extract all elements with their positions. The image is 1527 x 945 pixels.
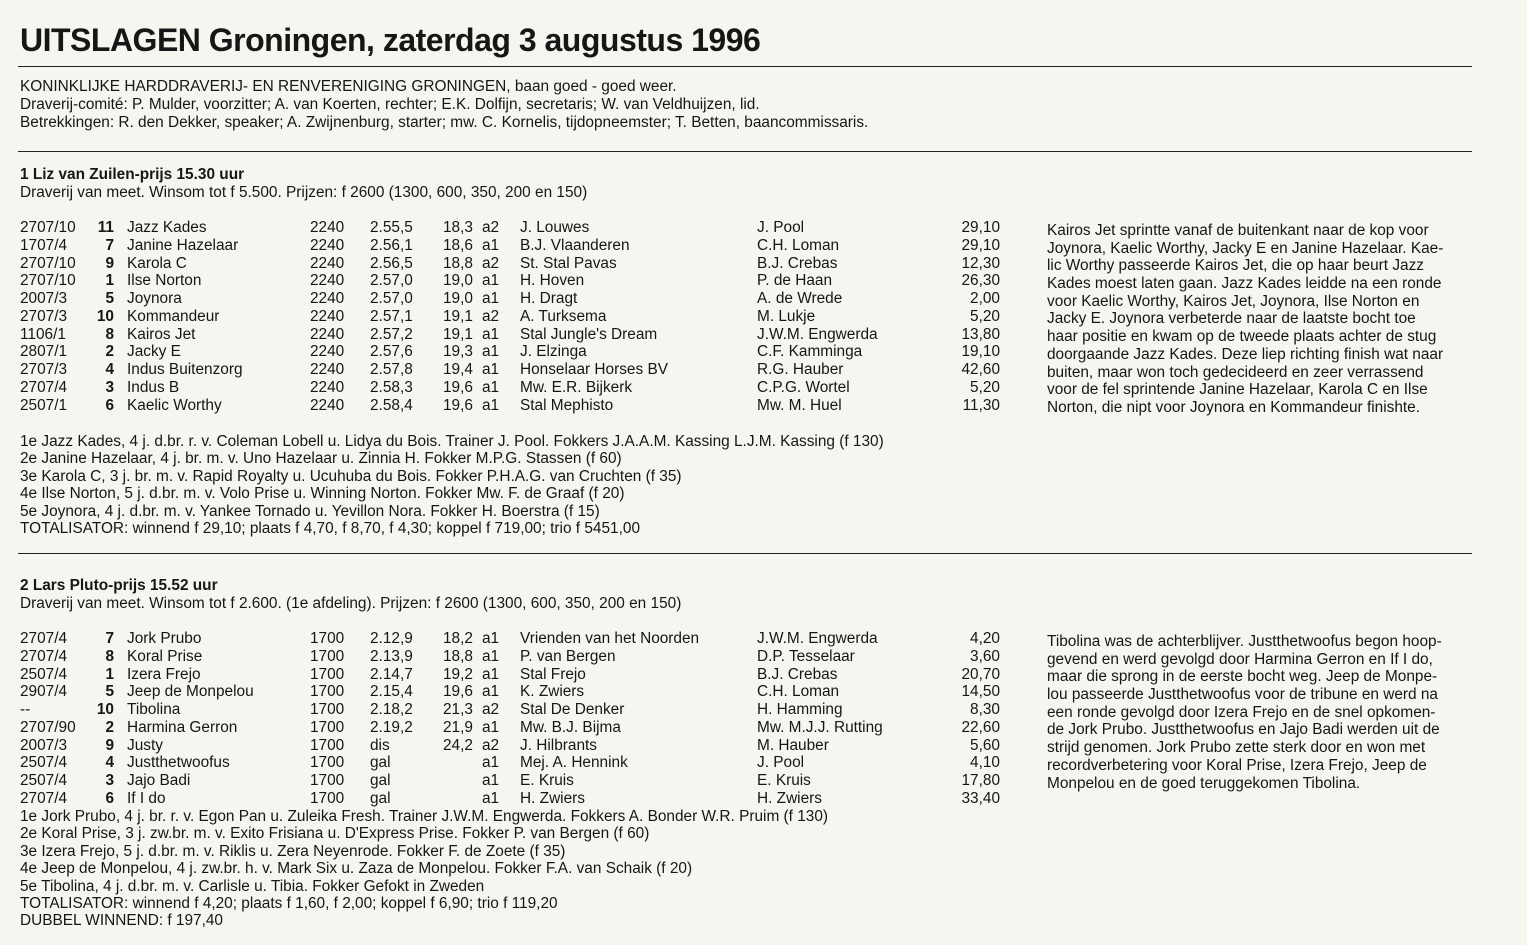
report-line: Kades moest laten gaan. Jazz Kades leidde na een ronde xyxy=(1047,275,1442,293)
start-number: 9 xyxy=(105,254,114,272)
table-row xyxy=(0,237,1010,255)
report-line: Kairos Jet sprintte vanaf de buitenkant naar de kop voor xyxy=(1047,222,1429,239)
start-date: 1106/1 xyxy=(20,325,66,343)
table-row xyxy=(0,790,1010,808)
class: a2 xyxy=(482,307,500,325)
table-row xyxy=(0,219,1010,237)
horse-name: Kaelic Worthy xyxy=(127,396,222,414)
race-details xyxy=(20,808,828,930)
race-details xyxy=(20,433,884,537)
race-report xyxy=(1047,222,1477,417)
horse-name: Koral Prise xyxy=(127,647,203,665)
report-line: lou passeerde Justthetwoofus voor de tribune en werd na xyxy=(1047,686,1438,704)
driver: C.F. Kamminga xyxy=(757,343,863,361)
driver: J. Pool xyxy=(757,754,805,772)
odds: 20,70 xyxy=(961,665,1000,683)
report-line: strijd genomen. Jork Prubo zette sterk door en won met xyxy=(1047,739,1426,757)
race-time: 2.13,9 xyxy=(370,647,413,665)
owner: Stal Jungle's Dream xyxy=(520,325,658,343)
report-line: Jacky E. Joynora verbeterde naar de laatste bocht toe xyxy=(1047,310,1416,328)
race-conditions: Draverij van meet. Winsom tot f 2.600. (1e afdeling). Prijzen: f 2600 (1300, 600, 350, 200 en 150) xyxy=(20,595,682,612)
class: a1 xyxy=(482,683,500,701)
start-number: 11 xyxy=(97,219,114,236)
report-line: gevend en werd gevolgd door Harmina Gerron en If I do, xyxy=(1047,650,1433,668)
class: a1 xyxy=(482,647,500,665)
odds: 29,10 xyxy=(961,236,1000,254)
km-time: 24,2 xyxy=(443,736,473,754)
race-time: 2.55,5 xyxy=(370,219,413,236)
race-time: 2.58,4 xyxy=(370,396,413,414)
officials-line: Betrekkingen: R. den Dekker, speaker; A. Zwijnenburg, starter; mw. C. Kornelis, tijdopneemster; T. Betten, baancommissaris. xyxy=(20,114,869,131)
odds: 5,20 xyxy=(970,307,1000,325)
report-line: haar positie en kwam op de tweede plaats achter de stug xyxy=(1047,328,1437,346)
start-date: 2707/4 xyxy=(20,647,68,665)
km-time: 18,8 xyxy=(443,647,473,665)
start-number: 9 xyxy=(105,736,114,754)
km-time: 21,9 xyxy=(443,718,473,736)
start-date: 2707/90 xyxy=(20,718,76,736)
horse-name: Justthetwoofus xyxy=(127,754,230,772)
horse-name: Kairos Jet xyxy=(127,325,196,343)
table-row xyxy=(0,754,1010,772)
race-time: 2.57,1 xyxy=(370,307,413,325)
odds: 19,10 xyxy=(961,343,1000,361)
report-line: een ronde gevolgd door Izera Frejo en de snel opkomen- xyxy=(1047,703,1436,721)
distance: 1700 xyxy=(310,683,345,701)
start-number: 1 xyxy=(105,272,114,290)
owner: A. Turksema xyxy=(520,307,607,325)
horse-name: Janine Hazelaar xyxy=(127,236,239,254)
committee-line: Draverij-comité: P. Mulder, voorzitter; A. van Koerten, rechter; E.K. Dolfijn, secretaris; W. van Veldhuijzen, lid. xyxy=(20,96,760,113)
horse-name: Jajo Badi xyxy=(127,772,191,789)
owner: H. Dragt xyxy=(520,290,578,307)
race-time: 2.57,8 xyxy=(370,361,413,378)
start-number: 3 xyxy=(105,378,114,396)
driver: E. Kruis xyxy=(757,772,811,789)
section-rule xyxy=(18,553,1472,554)
start-number: 2 xyxy=(105,343,114,361)
race-time: dis xyxy=(370,736,390,754)
driver: Mw. M. Huel xyxy=(757,396,842,414)
km-time: 18,8 xyxy=(443,254,473,272)
detail-line: TOTALISATOR: winnend f 29,10; plaats f 4,70, f 8,70, f 4,30; koppel f 719,00; trio f 5451,00 xyxy=(20,519,640,537)
km-time: 19,1 xyxy=(443,325,473,343)
driver: M. Hauber xyxy=(757,736,829,754)
race-title: 2 Lars Pluto-prijs 15.52 uur xyxy=(20,577,218,594)
race-time: 2.19,2 xyxy=(370,718,413,736)
table-row xyxy=(0,379,1010,397)
start-date: 2707/4 xyxy=(20,789,68,807)
race-time: 2.56,1 xyxy=(370,236,413,254)
horse-name: Izera Frejo xyxy=(127,665,201,683)
distance: 1700 xyxy=(310,772,345,789)
start-date: 2507/1 xyxy=(20,396,68,414)
distance: 1700 xyxy=(310,701,345,718)
distance: 2240 xyxy=(310,396,345,414)
distance: 2240 xyxy=(310,325,345,343)
start-number: 8 xyxy=(105,647,114,665)
detail-line: 3e Karola C, 3 j. br. m. v. Rapid Royalty u. Ucuhuba du Bois. Fokker P.H.A.G. van Cruchten (f 35) xyxy=(20,467,682,485)
class: a1 xyxy=(482,718,500,736)
km-time: 18,2 xyxy=(443,630,473,647)
driver: C.P.G. Wortel xyxy=(757,378,850,396)
owner: J. Hilbrants xyxy=(520,736,597,754)
race-time: 2.58,3 xyxy=(370,378,413,396)
start-number: 3 xyxy=(105,772,114,789)
odds: 3,60 xyxy=(970,647,1000,665)
start-date: 2707/3 xyxy=(20,361,68,378)
km-time: 19,6 xyxy=(443,378,473,396)
start-date: 2707/3 xyxy=(20,307,68,325)
class: a1 xyxy=(482,772,500,789)
report-line: voor de fel sprintende Janine Hazelaar, Karola C en Ilse xyxy=(1047,381,1428,399)
class: a2 xyxy=(482,219,500,236)
class: a2 xyxy=(482,254,500,272)
start-date: -- xyxy=(20,701,31,718)
race-time: 2.15,4 xyxy=(370,683,413,701)
start-number: 6 xyxy=(105,789,114,807)
horse-name: Jazz Kades xyxy=(127,219,207,236)
horse-name: Indus Buitenzorg xyxy=(127,361,243,378)
organizer-line: KONINKLIJKE HARDDRAVERIJ- EN RENVERENIGING GRONINGEN, baan goed - goed weer. xyxy=(20,78,677,95)
horse-name: If I do xyxy=(127,789,166,807)
report-line: voor Kaelic Worthy, Kairos Jet, Joynora, Ilse Norton en xyxy=(1047,292,1420,310)
horse-name: Indus B xyxy=(127,378,180,396)
report-line: buiten, maar won toch gedecideerd en zeer verrassend xyxy=(1047,363,1424,381)
start-date: 2007/3 xyxy=(20,736,68,754)
owner: Stal De Denker xyxy=(520,701,625,718)
driver: R.G. Hauber xyxy=(757,361,844,378)
table-row xyxy=(0,343,1010,361)
distance: 2240 xyxy=(310,219,345,236)
start-date: 2507/4 xyxy=(20,665,68,683)
owner: Honselaar Horses BV xyxy=(520,361,668,378)
start-number: 5 xyxy=(105,290,114,307)
driver: A. de Wrede xyxy=(757,290,843,307)
race-time: 2.57,0 xyxy=(370,272,413,290)
table-row xyxy=(0,290,1010,308)
class: a1 xyxy=(482,290,500,307)
km-time: 19,6 xyxy=(443,396,473,414)
start-date: 2707/4 xyxy=(20,378,68,396)
driver: H. Hamming xyxy=(757,701,843,718)
km-time: 21,3 xyxy=(443,701,473,718)
class: a2 xyxy=(482,701,500,718)
horse-name: Justy xyxy=(127,736,163,754)
owner: Vrienden van het Noorden xyxy=(520,630,700,647)
owner: H. Hoven xyxy=(520,272,585,290)
odds: 11,30 xyxy=(962,396,1000,414)
driver: H. Zwiers xyxy=(757,789,822,807)
owner: Mej. A. Hennink xyxy=(520,754,628,772)
race-title: 1 Liz van Zuilen-prijs 15.30 uur xyxy=(20,166,245,183)
class: a1 xyxy=(482,343,500,361)
driver: J.W.M. Engwerda xyxy=(757,325,878,343)
table-row xyxy=(0,772,1010,790)
report-line: Monpelou en de goed teruggekomen Tibolina. xyxy=(1047,774,1361,792)
km-time: 18,6 xyxy=(443,236,473,254)
start-number: 2 xyxy=(105,718,114,736)
odds: 8,30 xyxy=(970,701,1000,718)
owner: K. Zwiers xyxy=(520,683,585,701)
detail-line: 2e Janine Hazelaar, 4 j. br. m. v. Uno Hazelaar u. Zinnia H. Fokker M.P.G. Stassen (f 60) xyxy=(20,450,622,468)
start-date: 2007/3 xyxy=(20,290,68,307)
distance: 2240 xyxy=(310,290,345,307)
title-rule xyxy=(18,66,1472,67)
table-row xyxy=(0,326,1010,344)
distance: 1700 xyxy=(310,665,345,683)
start-date: 2707/10 xyxy=(20,272,76,290)
start-number: 7 xyxy=(105,236,114,254)
start-date: 2707/10 xyxy=(20,219,76,236)
report-line: doorgaande Jazz Kades. Deze liep richting finish wat naar xyxy=(1047,345,1444,363)
start-date: 2707/10 xyxy=(20,254,76,272)
odds: 17,80 xyxy=(961,772,1000,789)
km-time: 19,0 xyxy=(443,272,473,290)
distance: 2240 xyxy=(310,307,345,325)
table-row xyxy=(0,272,1010,290)
table-row xyxy=(0,683,1010,701)
horse-name: Kommandeur xyxy=(127,307,220,325)
class: a1 xyxy=(482,665,500,683)
distance: 1700 xyxy=(310,789,345,807)
owner: P. van Bergen xyxy=(520,647,616,665)
driver: J. Pool xyxy=(757,219,805,236)
distance: 2240 xyxy=(310,378,345,396)
start-date: 2907/4 xyxy=(20,683,68,701)
detail-line: DUBBEL WINNEND: f 197,40 xyxy=(20,912,223,930)
race-time: gal xyxy=(370,789,391,807)
report-line: lic Worthy passeerde Kairos Jet, die op haar beurt Jazz xyxy=(1047,257,1424,275)
driver: C.H. Loman xyxy=(757,683,840,701)
driver: B.J. Crebas xyxy=(757,254,838,272)
horse-name: Jeep de Monpelou xyxy=(127,683,254,701)
race-time: 2.12,9 xyxy=(370,630,413,647)
report-line: Tibolina was de achterblijver. Justthetwoofus begon hoop- xyxy=(1047,633,1442,650)
race-time: 2.57,0 xyxy=(370,290,413,307)
start-number: 10 xyxy=(96,701,114,718)
table-row xyxy=(0,630,1010,648)
start-number: 4 xyxy=(105,361,114,378)
distance: 1700 xyxy=(310,630,345,647)
detail-line: 4e Jeep de Monpelou, 4 j. zw.br. h. v. Mark Six u. Zaza de Monpelou. Fokker F.A. van Schaik (f 20) xyxy=(20,860,693,878)
distance: 2240 xyxy=(310,236,345,254)
race-conditions: Draverij van meet. Winsom tot f 5.500. Prijzen: f 2600 (1300, 600, 350, 200 en 150) xyxy=(20,184,588,201)
start-date: 1707/4 xyxy=(20,236,68,254)
race-time: gal xyxy=(370,772,391,789)
detail-line: 5e Joynora, 4 j. d.br. m. v. Yankee Tornado u. Yevillon Nora. Fokker H. Boerstra (f 15) xyxy=(20,502,600,520)
owner: B.J. Vlaanderen xyxy=(520,236,630,254)
race-report xyxy=(1047,633,1477,792)
odds: 12,30 xyxy=(961,254,1000,272)
report-line: Norton, die nipt voor Joynora en Kommandeur finishte. xyxy=(1047,398,1420,416)
driver: M. Lukje xyxy=(757,307,816,325)
km-time: 19,2 xyxy=(443,665,473,683)
owner: H. Zwiers xyxy=(520,789,585,807)
horse-name: Joynora xyxy=(127,290,182,307)
start-number: 1 xyxy=(105,665,114,683)
race-time: 2.14,7 xyxy=(370,665,413,683)
km-time: 19,6 xyxy=(443,683,473,701)
horse-name: Jacky E xyxy=(127,343,181,361)
distance: 1700 xyxy=(310,647,345,665)
horse-name: Tibolina xyxy=(127,701,181,718)
distance: 2240 xyxy=(310,272,345,290)
race-time: 2.57,2 xyxy=(370,325,413,343)
class: a1 xyxy=(482,325,500,343)
owner: Stal Mephisto xyxy=(520,396,614,414)
class: a1 xyxy=(482,272,500,290)
driver: J.W.M. Engwerda xyxy=(757,630,878,647)
table-row xyxy=(0,361,1010,379)
horse-name: Jork Prubo xyxy=(127,630,202,647)
detail-line: 1e Jork Prubo, 4 j. br. r. v. Egon Pan u. Zuleika Fresh. Trainer J.W.M. Engwerda. Fokkers A. Bonder W.R. Pruim (f 130) xyxy=(20,808,829,825)
distance: 2240 xyxy=(310,254,345,272)
odds: 42,60 xyxy=(961,361,1000,378)
distance: 1700 xyxy=(310,718,345,736)
driver: D.P. Tesselaar xyxy=(757,647,855,665)
race-time: 2.57,6 xyxy=(370,343,413,361)
detail-line: 1e Jazz Kades, 4 j. d.br. r. v. Coleman Lobell u. Lidya du Bois. Trainer J. Pool. Fokkers J.A.A.M. Kassing L.J.M. Kassing (f 130) xyxy=(20,433,884,450)
report-line: Joynora, Kaelic Worthy, Jacky E en Janine Hazelaar. Kae- xyxy=(1047,239,1444,257)
odds: 4,20 xyxy=(970,630,1000,647)
detail-line: 2e Koral Prise, 3 j. zw.br. m. v. Exito Frisiana u. D'Express Prise. Fokker P. van Bergen (f 60) xyxy=(20,825,650,843)
km-time: 19,3 xyxy=(443,343,473,361)
race-time: 2.56,5 xyxy=(370,254,413,272)
table-row xyxy=(0,308,1010,326)
odds: 13,80 xyxy=(961,325,1000,343)
start-number: 5 xyxy=(105,683,114,701)
odds: 29,10 xyxy=(961,219,1000,236)
odds: 4,10 xyxy=(970,754,1000,772)
report-line: maar die sprong in de eerste bocht weg. Jeep de Monpe- xyxy=(1047,668,1438,686)
table-row xyxy=(0,648,1010,666)
table-row xyxy=(0,719,1010,737)
owner: J. Elzinga xyxy=(520,343,587,361)
table-row xyxy=(0,255,1010,273)
detail-line: 5e Tibolina, 4 j. d.br. m. v. Carlisle u. Tibia. Fokker Gefokt in Zweden xyxy=(20,877,485,895)
km-time: 19,4 xyxy=(443,361,473,378)
table-row xyxy=(0,737,1010,755)
distance: 1700 xyxy=(310,736,345,754)
distance: 1700 xyxy=(310,754,345,772)
start-number: 6 xyxy=(105,396,114,414)
report-line: recordverbetering voor Koral Prise, Izera Frejo, Jeep de xyxy=(1047,756,1427,774)
odds: 33,40 xyxy=(961,789,1000,807)
odds: 5,20 xyxy=(970,378,1000,396)
start-date: 2507/4 xyxy=(20,772,68,789)
distance: 2240 xyxy=(310,343,345,361)
class: a1 xyxy=(482,630,500,647)
odds: 22,60 xyxy=(961,718,1000,736)
detail-line: TOTALISATOR: winnend f 4,20; plaats f 1,60, f 2,00; koppel f 6,90; trio f 119,20 xyxy=(20,894,558,912)
start-number: 8 xyxy=(105,325,114,343)
class: a1 xyxy=(482,361,500,378)
odds: 2,00 xyxy=(970,290,1000,307)
owner: Mw. E.R. Bijkerk xyxy=(520,378,633,396)
owner: J. Louwes xyxy=(520,219,590,236)
class: a1 xyxy=(482,378,500,396)
odds: 14,50 xyxy=(961,683,1000,701)
class: a1 xyxy=(482,754,500,772)
odds: 5,60 xyxy=(970,736,1000,754)
owner: Mw. B.J. Bijma xyxy=(520,718,621,736)
driver: Mw. M.J.J. Rutting xyxy=(757,718,883,736)
section-rule xyxy=(18,151,1472,152)
km-time: 19,1 xyxy=(443,307,473,325)
class: a1 xyxy=(482,396,500,414)
class: a2 xyxy=(482,736,500,754)
driver: C.H. Loman xyxy=(757,236,840,254)
driver: P. de Haan xyxy=(757,272,833,290)
driver: B.J. Crebas xyxy=(757,665,838,683)
start-number: 10 xyxy=(96,307,114,325)
table-row xyxy=(0,666,1010,684)
owner: Stal Frejo xyxy=(520,665,586,683)
horse-name: Karola C xyxy=(127,254,187,272)
owner: E. Kruis xyxy=(520,772,574,789)
table-row xyxy=(0,701,1010,719)
km-time: 19,0 xyxy=(443,290,473,307)
detail-line: 4e Ilse Norton, 5 j. d.br. m. v. Volo Prise u. Winning Norton. Fokker Mw. F. de Graaf (f 20) xyxy=(20,485,625,503)
km-time: 18,3 xyxy=(443,219,473,236)
race-time: 2.18,2 xyxy=(370,701,413,718)
distance: 2240 xyxy=(310,361,345,378)
start-number: 4 xyxy=(105,754,114,772)
start-date: 2507/4 xyxy=(20,754,68,772)
horse-name: Harmina Gerron xyxy=(127,718,238,736)
odds: 26,30 xyxy=(961,272,1000,290)
owner: St. Stal Pavas xyxy=(520,254,617,272)
start-number: 7 xyxy=(105,630,114,647)
horse-name: Ilse Norton xyxy=(127,272,202,290)
class: a1 xyxy=(482,789,500,807)
table-row xyxy=(0,397,1010,415)
race-time: gal xyxy=(370,754,391,772)
start-date: 2707/4 xyxy=(20,630,68,647)
detail-line: 3e Izera Frejo, 5 j. d.br. m. v. Riklis u. Zera Neyenrode. Fokker F. de Zoete (f 35) xyxy=(20,842,566,860)
start-date: 2807/1 xyxy=(20,343,68,361)
report-line: de Jork Prubo. Justthetwoofus en Jajo Badi werden uit de xyxy=(1047,721,1440,739)
page-title: UITSLAGEN Groningen, zaterdag 3 augustus 1996 xyxy=(20,22,761,58)
class: a1 xyxy=(482,236,500,254)
